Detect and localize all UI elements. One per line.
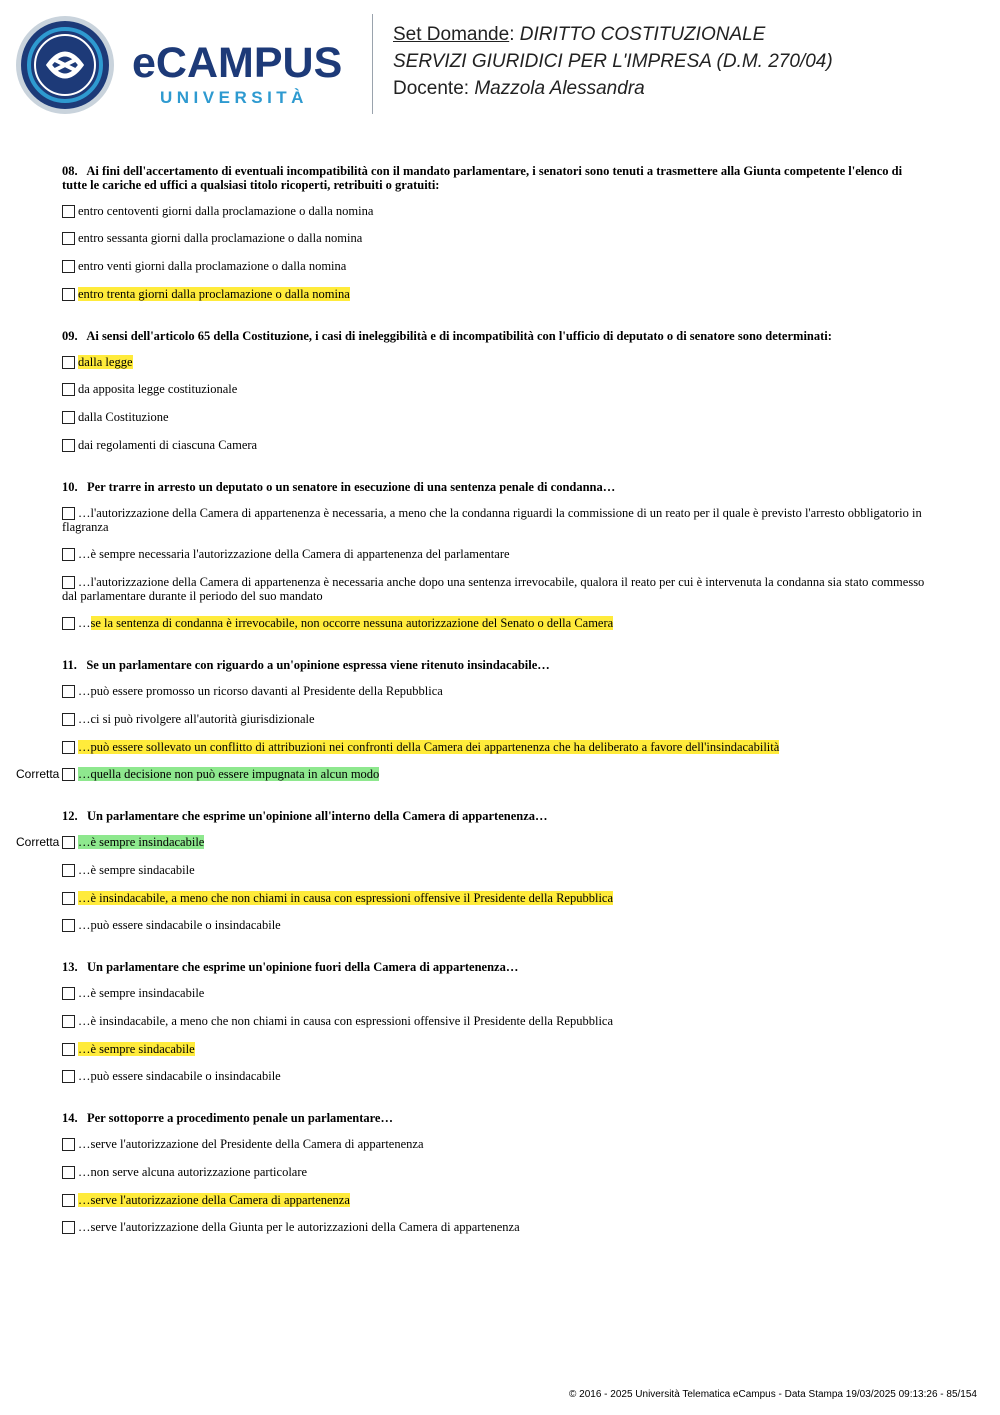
option-text: …è sempre necessaria l'autorizzazione della Camera di appartenenza del parlamentare: [78, 547, 510, 561]
option-row: [62, 410, 928, 424]
answer-checkbox[interactable]: [62, 576, 75, 589]
option-row: [62, 712, 928, 726]
answer-checkbox[interactable]: [62, 507, 75, 520]
option-text: …è sempre insindacabile: [78, 986, 205, 1000]
option-row: [62, 1069, 928, 1083]
answer-checkbox[interactable]: [62, 1166, 75, 1179]
option-text: …può essere sindacabile o insindacabile: [78, 918, 281, 932]
answer-checkbox[interactable]: [62, 288, 75, 301]
option-text-highlighted: dalla legge: [78, 355, 133, 369]
question-number: 11.: [62, 658, 77, 672]
answer-checkbox[interactable]: [62, 1015, 75, 1028]
option-row: [62, 1137, 928, 1151]
correct-label: Corretta: [16, 835, 60, 849]
option-text: …serve l'autorizzazione della Giunta per le autorizzazioni della Camera di appartenenza: [78, 1220, 520, 1234]
question-09: [62, 329, 922, 343]
option-text: dai regolamenti di ciascuna Camera: [78, 438, 258, 452]
question-10: [62, 480, 922, 494]
option-row: [62, 287, 928, 301]
answer-checkbox[interactable]: [62, 713, 75, 726]
option-text: …l'autorizzazione della Camera di appartenenza è necessaria, a meno che la condanna riguardi la commissione di un reato per il quale è previsto l'arresto obbligatorio in flagranza: [62, 506, 922, 534]
option-text: …è sempre sindacabile: [78, 863, 195, 877]
option-text: …è insindacabile, a meno che non chiami in causa con espressioni offensive il Presidente della Repubblica: [78, 1014, 614, 1028]
option-row: [62, 1193, 928, 1207]
answer-checkbox[interactable]: [62, 260, 75, 273]
option-row: [62, 438, 928, 452]
option-row: [62, 1165, 928, 1179]
answer-checkbox[interactable]: [62, 1070, 75, 1083]
option-row: [62, 863, 928, 877]
option-text-highlighted: …è insindacabile, a meno che non chiami in causa con espressioni offensive il Presidente della Repubblica: [78, 891, 614, 905]
option-row: [62, 1042, 928, 1056]
option-row: [62, 1220, 928, 1234]
question-number: 08.: [62, 164, 78, 178]
option-text: entro sessanta giorni dalla proclamazione o dalla nomina: [78, 231, 363, 245]
option-row: [62, 616, 928, 630]
option-text-correct: …è sempre insindacabile: [78, 835, 205, 849]
answer-checkbox[interactable]: [62, 548, 75, 561]
option-text: …l'autorizzazione della Camera di appartenenza è necessaria anche dopo una sentenza irrevocabile, qualora il reato per cui è intervenuta la condanna sia stato commesso dal parlamentare durante il periodo del suo mandato: [62, 575, 925, 603]
option-row: [62, 355, 928, 369]
answer-checkbox[interactable]: [62, 864, 75, 877]
question-14: [62, 1111, 922, 1125]
option-text: dalla Costituzione: [78, 410, 169, 424]
question-text: Per trarre in arresto un deputato o un senatore in esecuzione di una sentenza penale di condanna…: [87, 480, 616, 494]
question-number: 14.: [62, 1111, 78, 1125]
answer-checkbox[interactable]: [62, 1138, 75, 1151]
question-number: 13.: [62, 960, 78, 974]
option-text: …serve l'autorizzazione del Presidente della Camera di appartenenza: [78, 1137, 424, 1151]
answer-checkbox[interactable]: [62, 768, 75, 781]
page-footer: © 2016 - 2025 Università Telematica eCampus - Data Stampa 19/03/2025 09:13:26 - 85/154: [569, 1389, 977, 1400]
answer-checkbox[interactable]: [62, 617, 75, 630]
question-text: Se un parlamentare con riguardo a un'opinione espressa viene ritenuto insindacabile…: [86, 658, 550, 672]
question-12: [62, 809, 922, 823]
option-text: …non serve alcuna autorizzazione particolare: [78, 1165, 308, 1179]
option-row: [62, 382, 928, 396]
header-course-line: [393, 51, 833, 73]
answer-checkbox[interactable]: [62, 741, 75, 754]
answer-checkbox[interactable]: [62, 892, 75, 905]
option-text-highlighted: entro trenta giorni dalla proclamazione o dalla nomina: [78, 287, 350, 301]
question-text: Per sottoporre a procedimento penale un parlamentare…: [87, 1111, 393, 1125]
option-prefix: …: [78, 616, 91, 630]
option-text-highlighted: …serve l'autorizzazione della Camera di appartenenza: [78, 1193, 350, 1207]
ecampus-logo-subtitle: UNIVERSITÀ: [160, 88, 308, 107]
question-08: [62, 164, 922, 192]
answer-checkbox[interactable]: [62, 685, 75, 698]
option-text: entro venti giorni dalla proclamazione o dalla nomina: [78, 259, 347, 273]
option-text: entro centoventi giorni dalla proclamazione o dalla nomina: [78, 204, 374, 218]
answer-checkbox[interactable]: [62, 987, 75, 1000]
option-row: [62, 547, 928, 561]
answer-checkbox[interactable]: [62, 1043, 75, 1056]
correct-label: Corretta: [16, 767, 60, 781]
option-row: [62, 986, 928, 1000]
answer-checkbox[interactable]: [62, 439, 75, 452]
answer-checkbox[interactable]: [62, 1221, 75, 1234]
option-row: [62, 506, 928, 534]
answer-checkbox[interactable]: [62, 411, 75, 424]
question-13: [62, 960, 922, 974]
question-text: Un parlamentare che esprime un'opinione all'interno della Camera di appartenenza…: [87, 809, 548, 823]
answer-checkbox[interactable]: [62, 919, 75, 932]
option-row: [62, 231, 928, 245]
option-text-correct: …quella decisione non può essere impugnata in alcun modo: [78, 767, 380, 781]
option-text: …può essere promosso un ricorso davanti al Presidente della Repubblica: [78, 684, 443, 698]
header-teacher-line: [393, 78, 645, 100]
option-text: …ci si può rivolgere all'autorità giurisdizionale: [78, 712, 315, 726]
option-row-correct: [62, 835, 928, 849]
option-row: [62, 918, 928, 932]
course: SERVIZI GIURIDICI PER L'IMPRESA (D.M. 270/04): [393, 51, 833, 72]
question-number: 10.: [62, 480, 78, 494]
question-number: 09.: [62, 329, 78, 343]
ecampus-logo-emblem-icon: [15, 15, 115, 115]
question-text: Ai sensi dell'articolo 65 della Costituzione, i casi di ineleggibilità e di incompatibilità con l'ufficio di deputato o di senatore sono determinati:: [86, 329, 832, 343]
option-text: …può essere sindacabile o insindacabile: [78, 1069, 281, 1083]
option-text: da apposita legge costituzionale: [78, 382, 238, 396]
option-row: [62, 891, 928, 905]
option-text-highlighted: …è sempre sindacabile: [78, 1042, 195, 1056]
answer-checkbox[interactable]: [62, 1194, 75, 1207]
header-divider: [372, 14, 373, 114]
teacher-name: Mazzola Alessandra: [474, 78, 645, 99]
option-text-highlighted: se la sentenza di condanna è irrevocabile, non occorre nessuna autorizzazione del Senato o della Camera: [90, 616, 614, 630]
option-row-correct: [62, 767, 928, 781]
question-text: Ai fini dell'accertamento di eventuali incompatibilità con il mandato parlamentare, i senatori sono tenuti a trasmettere alla Giunta competente l'elenco di tutte le cariche ed uffici a qualsiasi titolo ricoperti, retribuiti o gratuiti:: [62, 164, 903, 192]
answer-checkbox[interactable]: [62, 383, 75, 396]
option-row: [62, 1014, 928, 1028]
question-11: [62, 658, 922, 672]
answer-checkbox[interactable]: [62, 356, 75, 369]
answer-checkbox[interactable]: [62, 232, 75, 245]
ecampus-logo-wordmark: eCAMPUS: [132, 39, 343, 87]
option-row: [62, 740, 928, 754]
option-text-highlighted: …può essere sollevato un conflitto di attribuzioni nei confronti della Camera dei appartenenza che ha deliberato a favore dell'insindacabilità: [78, 740, 780, 754]
option-row: [62, 575, 928, 603]
set-label: Set Domande: [393, 24, 510, 45]
teacher-label: Docente:: [393, 78, 470, 99]
page-header: [0, 0, 1000, 130]
header-subject-line: Set Domande: DIRITTO COSTITUZIONALE: [393, 24, 766, 45]
option-row: [62, 684, 928, 698]
question-text: Un parlamentare che esprime un'opinione fuori della Camera di appartenenza…: [87, 960, 519, 974]
answer-checkbox[interactable]: [62, 836, 75, 849]
subject: DIRITTO COSTITUZIONALE: [519, 24, 766, 45]
question-number: 12.: [62, 809, 78, 823]
option-row: [62, 259, 928, 273]
option-row: [62, 204, 928, 218]
answer-checkbox[interactable]: [62, 205, 75, 218]
